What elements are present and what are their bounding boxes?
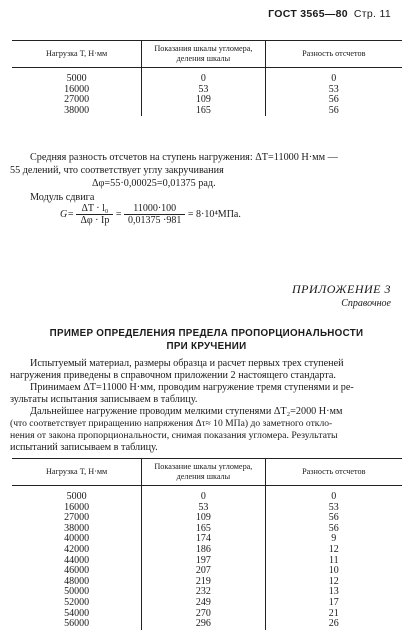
formula-result: = 8·10⁴МПа. — [187, 208, 241, 220]
appendix-title: ПРИЛОЖЕНИЕ 3 — [292, 282, 391, 296]
cell-difference: 53 — [265, 85, 402, 96]
cell-difference: 12 — [265, 545, 402, 556]
cell-reading: 296 — [142, 619, 265, 630]
table-row — [12, 74, 402, 85]
column-header-load: Нагрузка T, Н·мм — [12, 41, 142, 68]
cell-reading: 197 — [142, 556, 265, 567]
cell-load: 50000 — [64, 586, 90, 598]
paragraph-2-line1: Принимаем ΔT=11000 Н·мм, проводим нагружение тремя ступенями и ре- — [30, 382, 354, 393]
load-readings-table-1 — [12, 40, 402, 116]
cell-difference: 56 — [265, 513, 402, 524]
paragraph-2-line2: зультаты испытания записываем в таблицу. — [10, 394, 198, 405]
cell-reading: 219 — [142, 577, 265, 588]
fraction-numerator: 11000·100 — [124, 203, 185, 215]
cell-load: 40000 — [64, 533, 90, 545]
cell-difference: 9 — [265, 534, 402, 545]
column-header-difference: Разность отсчетов — [265, 459, 402, 486]
cell-load: 5000 — [66, 491, 87, 502]
cell-reading: 109 — [142, 95, 265, 106]
paragraph-1-line2: нагружения приведены в справочном приложении 2 настоящего стандарта. — [10, 370, 336, 381]
paragraph-1-line1: Испытуемый материал, размеры образца и расчет первых трех ступеней — [30, 358, 344, 369]
cell-load: 46000 — [64, 565, 90, 577]
formula-twist-angle: Δφ=55·0,00025=0,01375 рад. — [92, 178, 216, 189]
cell-difference: 56 — [265, 524, 402, 535]
paragraph-3-line4: испытаний записываем в таблицу. — [10, 442, 158, 453]
cell-difference: 11 — [265, 556, 402, 567]
fraction-numerator: ΔT · l₀ — [76, 203, 113, 215]
cell-load: 56000 — [64, 618, 90, 630]
standard-number: ГОСТ 3565—80 — [268, 8, 348, 20]
cell-reading: 207 — [142, 566, 265, 577]
cell-load: 48000 — [64, 575, 90, 587]
cell-difference: 13 — [265, 587, 402, 598]
text-shear-modulus-label: Модуль сдвига — [30, 192, 95, 203]
cell-reading: 186 — [142, 545, 265, 556]
column-header-difference: Разность отсчетов — [265, 41, 402, 68]
formula-equals: = — [115, 208, 122, 220]
table-row — [12, 598, 402, 609]
cell-reading: 270 — [142, 609, 265, 620]
cell-load: 38000 — [64, 104, 90, 116]
table-body — [12, 486, 402, 630]
page-header — [268, 8, 391, 20]
cell-difference: 12 — [265, 577, 402, 588]
cell-load: 52000 — [64, 596, 90, 608]
cell-load: 27000 — [64, 512, 90, 524]
cell-load: 16000 — [64, 501, 90, 513]
column-header-load: Нагрузка T, Н·мм — [12, 459, 142, 486]
table-row — [12, 106, 402, 117]
cell-reading: 249 — [142, 598, 265, 609]
fraction-denominator: Δφ · Iр — [80, 215, 110, 226]
cell-reading: 109 — [142, 513, 265, 524]
cell-load: 44000 — [64, 554, 90, 566]
cell-reading: 232 — [142, 587, 265, 598]
cell-difference: 53 — [265, 503, 402, 514]
formula-fraction-symbolic — [76, 203, 113, 226]
table-row — [12, 545, 402, 556]
column-header-readings: Показание шкалы угломера, деления шкалы — [142, 459, 265, 486]
text-average-difference: Средняя разность отсчетов на ступень нагружения: ΔT=11000 Н·мм — — [30, 152, 338, 163]
cell-reading: 0 — [142, 492, 265, 503]
cell-load: 27000 — [64, 94, 90, 106]
cell-difference: 0 — [265, 74, 402, 85]
section-title-line1: ПРИМЕР ОПРЕДЕЛЕНИЯ ПРЕДЕЛА ПРОПОРЦИОНАЛЬНОСТИ — [49, 328, 364, 339]
text-twist-angle: 55 делений, что соответствует углу закручивания — [10, 165, 224, 176]
table-header-row — [12, 41, 402, 68]
formula-fraction-numeric — [124, 203, 185, 226]
cell-difference: 56 — [265, 106, 402, 117]
cell-reading: 0 — [142, 74, 265, 85]
paragraph-3-line3: нения от закона пропорциональности, снимая показания угломера. Результаты — [10, 430, 338, 441]
load-readings-table-2 — [12, 458, 402, 630]
cell-load: 16000 — [64, 83, 90, 95]
cell-difference: 21 — [265, 609, 402, 620]
cell-difference: 26 — [265, 619, 402, 630]
formula-lhs: G= — [60, 208, 74, 220]
page-number: Стр. 11 — [353, 8, 391, 20]
column-header-readings: Показания шкалы угломера, деления шкалы — [142, 41, 265, 68]
appendix-subtitle: Справочное — [341, 298, 391, 309]
cell-difference: 10 — [265, 566, 402, 577]
paragraph-3-line2: (что соответствует приращению напряжения Δτ≈ 10 МПа) до заметного откло- — [10, 418, 333, 429]
cell-load: 5000 — [66, 73, 87, 84]
cell-reading: 165 — [142, 524, 265, 535]
fraction-denominator: 0,01375 ·981 — [128, 215, 182, 226]
table-header-row — [12, 459, 402, 486]
cell-difference: 56 — [265, 95, 402, 106]
cell-load: 42000 — [64, 543, 90, 555]
cell-load: 54000 — [64, 607, 90, 619]
cell-reading: 174 — [142, 534, 265, 545]
section-title-line2: ПРИ КРУЧЕНИИ — [166, 341, 247, 352]
cell-reading: 53 — [142, 503, 265, 514]
cell-reading: 53 — [142, 85, 265, 96]
cell-reading: 165 — [142, 106, 265, 117]
cell-difference: 0 — [265, 492, 402, 503]
cell-difference: 17 — [265, 598, 402, 609]
formula-shear-modulus — [60, 203, 241, 226]
table-row — [12, 492, 402, 503]
table-row — [12, 619, 402, 630]
cell-load: 38000 — [64, 522, 90, 534]
paragraph-3-line1: Дальнейшее нагружение проводим мелкими ступенями ΔT₂=2000 Н·мм — [30, 406, 343, 417]
